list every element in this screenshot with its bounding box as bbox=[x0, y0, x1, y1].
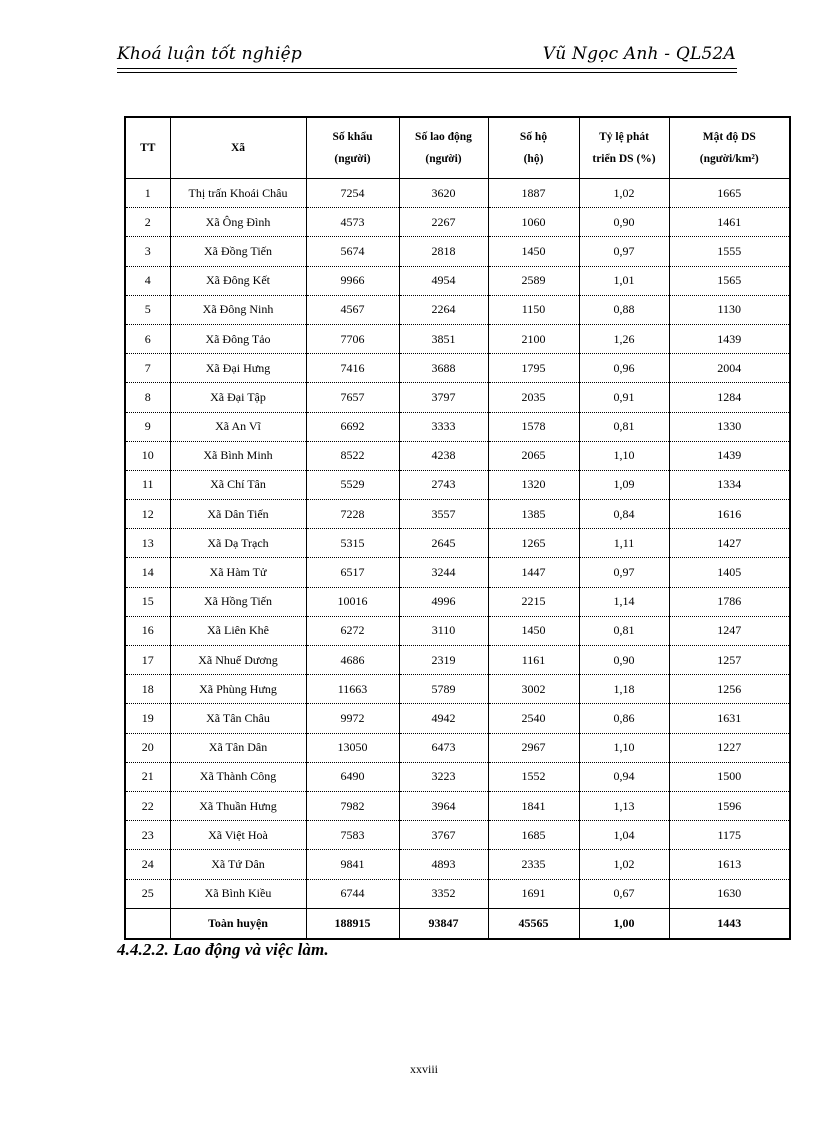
table-row bbox=[125, 646, 790, 675]
table-cell: Xã Liên Khê bbox=[170, 616, 306, 645]
table-cell: 1795 bbox=[488, 354, 579, 383]
table-cell: 0,94 bbox=[579, 762, 669, 791]
table-row bbox=[125, 412, 790, 441]
table-cell: 3 bbox=[125, 237, 170, 266]
table-cell: 1447 bbox=[488, 558, 579, 587]
table-cell: 7254 bbox=[306, 179, 399, 208]
table-cell: 2215 bbox=[488, 587, 579, 616]
table-cell: Xã Bình Minh bbox=[170, 441, 306, 470]
table-cell: 11 bbox=[125, 470, 170, 499]
table-cell: 1,11 bbox=[579, 529, 669, 558]
table-cell: Xã Đông Ninh bbox=[170, 295, 306, 324]
table-cell: 1616 bbox=[669, 500, 790, 529]
table-cell: 22 bbox=[125, 791, 170, 820]
table-cell: 1613 bbox=[669, 850, 790, 879]
table-cell: 2004 bbox=[669, 354, 790, 383]
table-cell: 0,86 bbox=[579, 704, 669, 733]
table-cell: 2 bbox=[125, 208, 170, 237]
table-cell: 2335 bbox=[488, 850, 579, 879]
table-cell: 7416 bbox=[306, 354, 399, 383]
table-cell: 3110 bbox=[399, 616, 488, 645]
table-cell: 1256 bbox=[669, 675, 790, 704]
table-cell: Xã Đồng Tiến bbox=[170, 237, 306, 266]
table-row bbox=[125, 850, 790, 879]
table-cell: 10016 bbox=[306, 587, 399, 616]
table-row bbox=[125, 821, 790, 850]
table-cell: 4893 bbox=[399, 850, 488, 879]
table-cell: 1500 bbox=[669, 762, 790, 791]
table-cell: Xã Dân Tiến bbox=[170, 500, 306, 529]
table-cell: 1887 bbox=[488, 179, 579, 208]
table-cell: Xã Dạ Trạch bbox=[170, 529, 306, 558]
table-cell: 20 bbox=[125, 733, 170, 762]
table-row bbox=[125, 762, 790, 791]
table-cell: 1565 bbox=[669, 266, 790, 295]
col-header-labor: Số lao động (người) bbox=[399, 117, 488, 179]
table-cell: 1334 bbox=[669, 470, 790, 499]
table-row bbox=[125, 558, 790, 587]
table-cell: 4996 bbox=[399, 587, 488, 616]
table-cell: 1685 bbox=[488, 821, 579, 850]
table-row bbox=[125, 470, 790, 499]
table-cell: Xã Hồng Tiến bbox=[170, 587, 306, 616]
table-cell: 13 bbox=[125, 529, 170, 558]
table-cell: 24 bbox=[125, 850, 170, 879]
table-cell: 0,97 bbox=[579, 237, 669, 266]
table-cell: 1596 bbox=[669, 791, 790, 820]
header-author-right: Vũ Ngọc Anh - QL52A bbox=[542, 44, 736, 64]
table-cell: 1247 bbox=[669, 616, 790, 645]
table-cell: 0,90 bbox=[579, 208, 669, 237]
table-cell: 1175 bbox=[669, 821, 790, 850]
table-cell: 21 bbox=[125, 762, 170, 791]
table-cell: 4567 bbox=[306, 295, 399, 324]
table-cell: 1578 bbox=[488, 412, 579, 441]
table-cell: 0,81 bbox=[579, 616, 669, 645]
table-cell: 7 bbox=[125, 354, 170, 383]
table-cell: 1150 bbox=[488, 295, 579, 324]
table-cell: 5674 bbox=[306, 237, 399, 266]
table-cell: 1385 bbox=[488, 500, 579, 529]
table-cell: 9966 bbox=[306, 266, 399, 295]
table-cell: 0,96 bbox=[579, 354, 669, 383]
table-row bbox=[125, 441, 790, 470]
table-cell: 7583 bbox=[306, 821, 399, 850]
col-header-density: Mật độ DS (người/km²) bbox=[669, 117, 790, 179]
table-cell: 45565 bbox=[488, 908, 579, 939]
table-cell: 6517 bbox=[306, 558, 399, 587]
table-cell bbox=[125, 908, 170, 939]
table-cell: 8522 bbox=[306, 441, 399, 470]
table-cell: 1,18 bbox=[579, 675, 669, 704]
table-cell: 4686 bbox=[306, 646, 399, 675]
table-cell: 10 bbox=[125, 441, 170, 470]
table-cell: 1405 bbox=[669, 558, 790, 587]
table-row bbox=[125, 616, 790, 645]
table-row bbox=[125, 237, 790, 266]
table-cell: Xã Đại Hưng bbox=[170, 354, 306, 383]
table-cell: 4573 bbox=[306, 208, 399, 237]
table-cell: Xã Ông Đình bbox=[170, 208, 306, 237]
table-cell: 2264 bbox=[399, 295, 488, 324]
table-cell: 1,04 bbox=[579, 821, 669, 850]
table-cell: 1786 bbox=[669, 587, 790, 616]
table-row bbox=[125, 791, 790, 820]
table-row bbox=[125, 324, 790, 353]
table-cell: 2540 bbox=[488, 704, 579, 733]
table-cell: 3797 bbox=[399, 383, 488, 412]
table-cell: 93847 bbox=[399, 908, 488, 939]
table-cell: 9972 bbox=[306, 704, 399, 733]
table-cell: 16 bbox=[125, 616, 170, 645]
table-cell: 1,14 bbox=[579, 587, 669, 616]
table-cell: Xã Thuần Hưng bbox=[170, 791, 306, 820]
table-cell: 0,88 bbox=[579, 295, 669, 324]
col-header-tt: TT bbox=[125, 117, 170, 179]
table-row bbox=[125, 529, 790, 558]
table-cell: 1,01 bbox=[579, 266, 669, 295]
table-cell: 4954 bbox=[399, 266, 488, 295]
table-cell: 2065 bbox=[488, 441, 579, 470]
table-cell: 3244 bbox=[399, 558, 488, 587]
table-cell: 6744 bbox=[306, 879, 399, 908]
table-cell: 6490 bbox=[306, 762, 399, 791]
table-cell: Xã Đông Tảo bbox=[170, 324, 306, 353]
table-cell: 2743 bbox=[399, 470, 488, 499]
table-cell: 3620 bbox=[399, 179, 488, 208]
table-cell: 6692 bbox=[306, 412, 399, 441]
table-cell: 2818 bbox=[399, 237, 488, 266]
table-cell: 13050 bbox=[306, 733, 399, 762]
page-number: xxviii bbox=[409, 1062, 438, 1076]
table-cell: 1427 bbox=[669, 529, 790, 558]
table-cell: 1,10 bbox=[579, 441, 669, 470]
table-cell: 3333 bbox=[399, 412, 488, 441]
col-header-commune: Xã bbox=[170, 117, 306, 179]
table-cell: Xã Hàm Tử bbox=[170, 558, 306, 587]
table-row bbox=[125, 675, 790, 704]
table-cell: 0,97 bbox=[579, 558, 669, 587]
table-cell: 1,13 bbox=[579, 791, 669, 820]
table-cell: 3223 bbox=[399, 762, 488, 791]
table-cell: 1555 bbox=[669, 237, 790, 266]
table-row bbox=[125, 295, 790, 324]
table-cell: 2319 bbox=[399, 646, 488, 675]
table-cell: 1060 bbox=[488, 208, 579, 237]
table-cell: 17 bbox=[125, 646, 170, 675]
table-cell: 1552 bbox=[488, 762, 579, 791]
table-cell: 7706 bbox=[306, 324, 399, 353]
table-row bbox=[125, 704, 790, 733]
table-cell: 1284 bbox=[669, 383, 790, 412]
table-cell: 1227 bbox=[669, 733, 790, 762]
table-cell: Xã Tứ Dân bbox=[170, 850, 306, 879]
table-cell: 23 bbox=[125, 821, 170, 850]
table-row bbox=[125, 733, 790, 762]
table-cell: Xã Tân Dân bbox=[170, 733, 306, 762]
table-row bbox=[125, 266, 790, 295]
table-cell: Xã Tân Châu bbox=[170, 704, 306, 733]
table-cell: 7982 bbox=[306, 791, 399, 820]
table-cell: 15 bbox=[125, 587, 170, 616]
table-cell: 4 bbox=[125, 266, 170, 295]
table-cell: 1439 bbox=[669, 324, 790, 353]
table-cell: 1320 bbox=[488, 470, 579, 499]
table-cell: 5315 bbox=[306, 529, 399, 558]
table-cell: 1,10 bbox=[579, 733, 669, 762]
table-cell: 2267 bbox=[399, 208, 488, 237]
table-row bbox=[125, 179, 790, 208]
table-cell: 5529 bbox=[306, 470, 399, 499]
table-cell: 1450 bbox=[488, 237, 579, 266]
col-header-growth-rate: Tỷ lệ phát triển DS (%) bbox=[579, 117, 669, 179]
table-cell: 0,84 bbox=[579, 500, 669, 529]
table-cell: 1330 bbox=[669, 412, 790, 441]
table-row bbox=[125, 500, 790, 529]
table-cell: Xã Thành Công bbox=[170, 762, 306, 791]
table-cell: 3851 bbox=[399, 324, 488, 353]
table-row bbox=[125, 354, 790, 383]
table-cell: 1130 bbox=[669, 295, 790, 324]
table-cell: 0,90 bbox=[579, 646, 669, 675]
table-cell: 5789 bbox=[399, 675, 488, 704]
table-cell: 5 bbox=[125, 295, 170, 324]
table-cell: 1665 bbox=[669, 179, 790, 208]
header-rule bbox=[117, 68, 737, 69]
table-cell: 2967 bbox=[488, 733, 579, 762]
table-cell: Xã Đông Kết bbox=[170, 266, 306, 295]
table-cell: 12 bbox=[125, 500, 170, 529]
table-cell: 1161 bbox=[488, 646, 579, 675]
table-cell: 3964 bbox=[399, 791, 488, 820]
table-header-row bbox=[125, 117, 790, 179]
table-cell: 3352 bbox=[399, 879, 488, 908]
table-cell: 2645 bbox=[399, 529, 488, 558]
table-cell: 1257 bbox=[669, 646, 790, 675]
table-cell: 2100 bbox=[488, 324, 579, 353]
table-cell: 1,26 bbox=[579, 324, 669, 353]
table-cell: 0,91 bbox=[579, 383, 669, 412]
table-cell: 6272 bbox=[306, 616, 399, 645]
table-cell: 7657 bbox=[306, 383, 399, 412]
table-cell: 2589 bbox=[488, 266, 579, 295]
col-header-population: Số khẩu (người) bbox=[306, 117, 399, 179]
table-cell: 3688 bbox=[399, 354, 488, 383]
table-cell: 0,67 bbox=[579, 879, 669, 908]
table-cell: Toàn huyện bbox=[170, 908, 306, 939]
table-cell: Xã An Vĩ bbox=[170, 412, 306, 441]
table-cell: 8 bbox=[125, 383, 170, 412]
table-cell: 14 bbox=[125, 558, 170, 587]
table-cell: 4238 bbox=[399, 441, 488, 470]
table-cell: 1631 bbox=[669, 704, 790, 733]
table-cell: 11663 bbox=[306, 675, 399, 704]
table-cell: Xã Việt Hoà bbox=[170, 821, 306, 850]
table-cell: Xã Phùng Hưng bbox=[170, 675, 306, 704]
table-cell: 4942 bbox=[399, 704, 488, 733]
population-table bbox=[124, 116, 791, 940]
table-cell: 1,00 bbox=[579, 908, 669, 939]
table-cell: 2035 bbox=[488, 383, 579, 412]
table-row bbox=[125, 587, 790, 616]
table-cell: 3002 bbox=[488, 675, 579, 704]
table-cell: 1691 bbox=[488, 879, 579, 908]
table-cell: Xã Nhuế Dương bbox=[170, 646, 306, 675]
table-cell: 1,02 bbox=[579, 179, 669, 208]
table-cell: 1,02 bbox=[579, 850, 669, 879]
table-cell: 0,81 bbox=[579, 412, 669, 441]
table-cell: 7228 bbox=[306, 500, 399, 529]
table-cell: 9841 bbox=[306, 850, 399, 879]
table-cell: 1461 bbox=[669, 208, 790, 237]
header-title-left: Khoá luận tốt nghiệp bbox=[117, 44, 302, 64]
table-cell: 1,09 bbox=[579, 470, 669, 499]
table-cell: 1841 bbox=[488, 791, 579, 820]
table-cell: Thị trấn Khoái Châu bbox=[170, 179, 306, 208]
total-row bbox=[125, 908, 790, 939]
table-cell: 25 bbox=[125, 879, 170, 908]
table-cell: 188915 bbox=[306, 908, 399, 939]
table-cell: 19 bbox=[125, 704, 170, 733]
table-cell: 1265 bbox=[488, 529, 579, 558]
table-cell: 1439 bbox=[669, 441, 790, 470]
table-cell: 3767 bbox=[399, 821, 488, 850]
table-cell: 1 bbox=[125, 179, 170, 208]
table-cell: 1443 bbox=[669, 908, 790, 939]
table-cell: 6 bbox=[125, 324, 170, 353]
table-cell: 3557 bbox=[399, 500, 488, 529]
table-cell: 9 bbox=[125, 412, 170, 441]
table-cell: 6473 bbox=[399, 733, 488, 762]
table-cell: 1450 bbox=[488, 616, 579, 645]
table-cell: 1630 bbox=[669, 879, 790, 908]
header-rule-thin bbox=[117, 72, 737, 73]
table-cell: Xã Bình Kiều bbox=[170, 879, 306, 908]
col-header-households: Số hộ (hộ) bbox=[488, 117, 579, 179]
section-heading: 4.4.2.2. Lao động và việc làm. bbox=[117, 940, 329, 959]
table-row bbox=[125, 879, 790, 908]
table-cell: Xã Chí Tân bbox=[170, 470, 306, 499]
table-row bbox=[125, 383, 790, 412]
table-row bbox=[125, 208, 790, 237]
table-cell: Xã Đại Tập bbox=[170, 383, 306, 412]
table-cell: 18 bbox=[125, 675, 170, 704]
